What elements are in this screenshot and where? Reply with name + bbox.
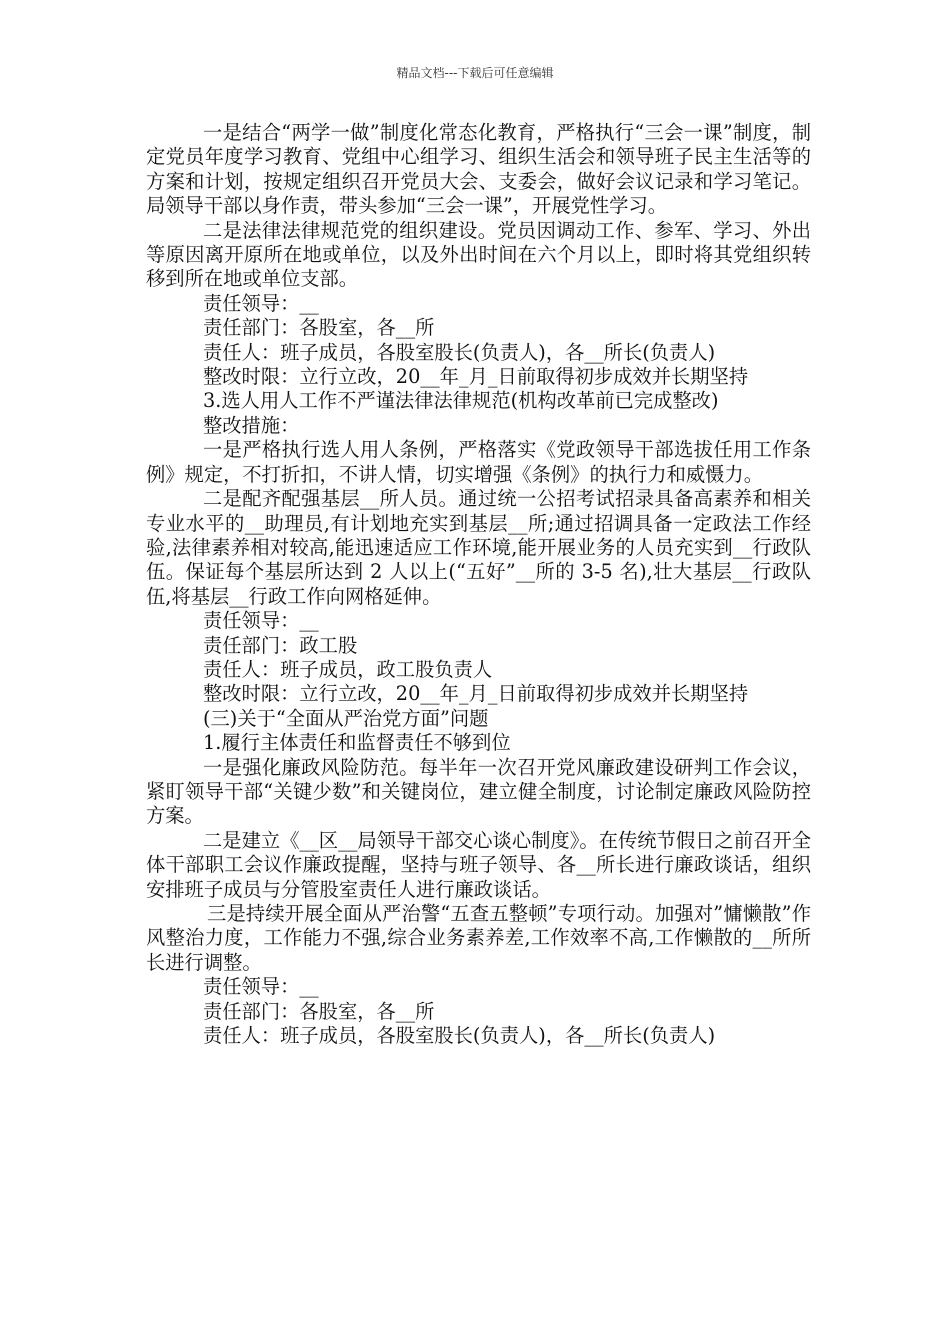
page-header: 精品文档---下载后可任意编辑 (396, 66, 554, 80)
paragraph-special-action: 三是持续开展全面从严治警“五查五整顿”专项行动。加强对”慵懒散”作风整治力度，工作能力不强,综合业务素养差,工作效率不高,工作懒散的__所所长进行调整。 (146, 902, 811, 974)
paragraph-study-education: 一是结合“两学一做”制度化常态化教育，严格执行“三会一课”制度，制定党员年度学习教育、党组中心组学习、组织生活会和领导班子民主生活等的方案和计划，按规定组织召开党员大会、支委会，做好会议记录和学习笔记。局领导干部以身作责，带头参加“三会一课”，开展党性学习。 (146, 121, 811, 218)
responsible-department: 责任部门：各股室，各__所 (203, 316, 435, 340)
responsible-leader: 责任领导：__ (203, 975, 319, 999)
rectification-measures-label: 整改措施： (203, 413, 300, 437)
rectification-deadline: 整改时限：立行立改，20__年_月_日前取得初步成效并长期坚持 (203, 682, 749, 706)
section-heading-3: 3.选人用人工作不严谨法律法律规范(机构改革前已完成整改) (203, 389, 719, 413)
section-heading-1: 1.履行主体责任和监督责任不够到位 (203, 731, 511, 755)
paragraph-organization-building: 二是法律法律规范党的组织建设。党员因调动工作、参军、学习、外出等原因离开原所在地或单位，以及外出时间在六个月以上，即时将其党组织转移到所在地或单位支部。 (146, 218, 811, 291)
responsible-person: 责任人：班子成员，各股室股长(负责人)，各__所长(负责人) (203, 1024, 716, 1048)
responsible-person: 责任人：班子成员，各股室股长(负责人)，各__所长(负责人) (203, 340, 716, 364)
section-heading-part-3: (三)关于“全面从严治党方面”问题 (203, 706, 489, 730)
responsible-department: 责任部门：各股室，各__所 (203, 999, 435, 1023)
paragraph-talk-system: 二是建立《__区__局领导干部交心谈心制度》。在传统节假日之前召开全体干部职工会议作廉政提醒，坚持与班子领导、各__所长进行廉政谈话，组织安排班子成员与分管股室责任人进行廉政谈话。 (146, 828, 811, 901)
rectification-deadline: 整改时限：立行立改，20__年_月_日前取得初步成效并长期坚持 (203, 365, 749, 389)
paragraph-selection-regulations: 一是严格执行选人用人条例，严格落实《党政领导干部选拔任用工作条例》规定，不打折扣，不讲人情，切实增强《条例》的执行力和威慑力。 (146, 438, 811, 486)
responsible-department: 责任部门：政工股 (203, 633, 358, 657)
document-body (146, 121, 811, 1048)
paragraph-risk-prevention: 一是强化廉政风险防范。每半年一次召开党风廉政建设研判工作会议，紧盯领导干部“关键少数”和关键岗位，建立健全制度，讨论制定廉政风险防控方案。 (146, 755, 811, 828)
responsible-person: 责任人：班子成员，政工股负责人 (203, 657, 493, 681)
responsible-leader: 责任领导：__ (203, 291, 319, 315)
responsible-leader: 责任领导：__ (203, 609, 319, 633)
paragraph-grassroots-staffing: 二是配齐配强基层__所人员。通过统一公招考试招录具备高素养和相关专业水平的__助理员,有计划地充实到基层__所;通过招调具备一定政法工作经验,法律素养相对较高,能迅速适应工作环境,能开展业务的人员充实到__行政队伍。保证每个基层所达到 2 人以上(“五好”__所的 3-5 名),壮大基层__行政队伍,将基层__行政工作向网格延伸。 (146, 487, 811, 608)
